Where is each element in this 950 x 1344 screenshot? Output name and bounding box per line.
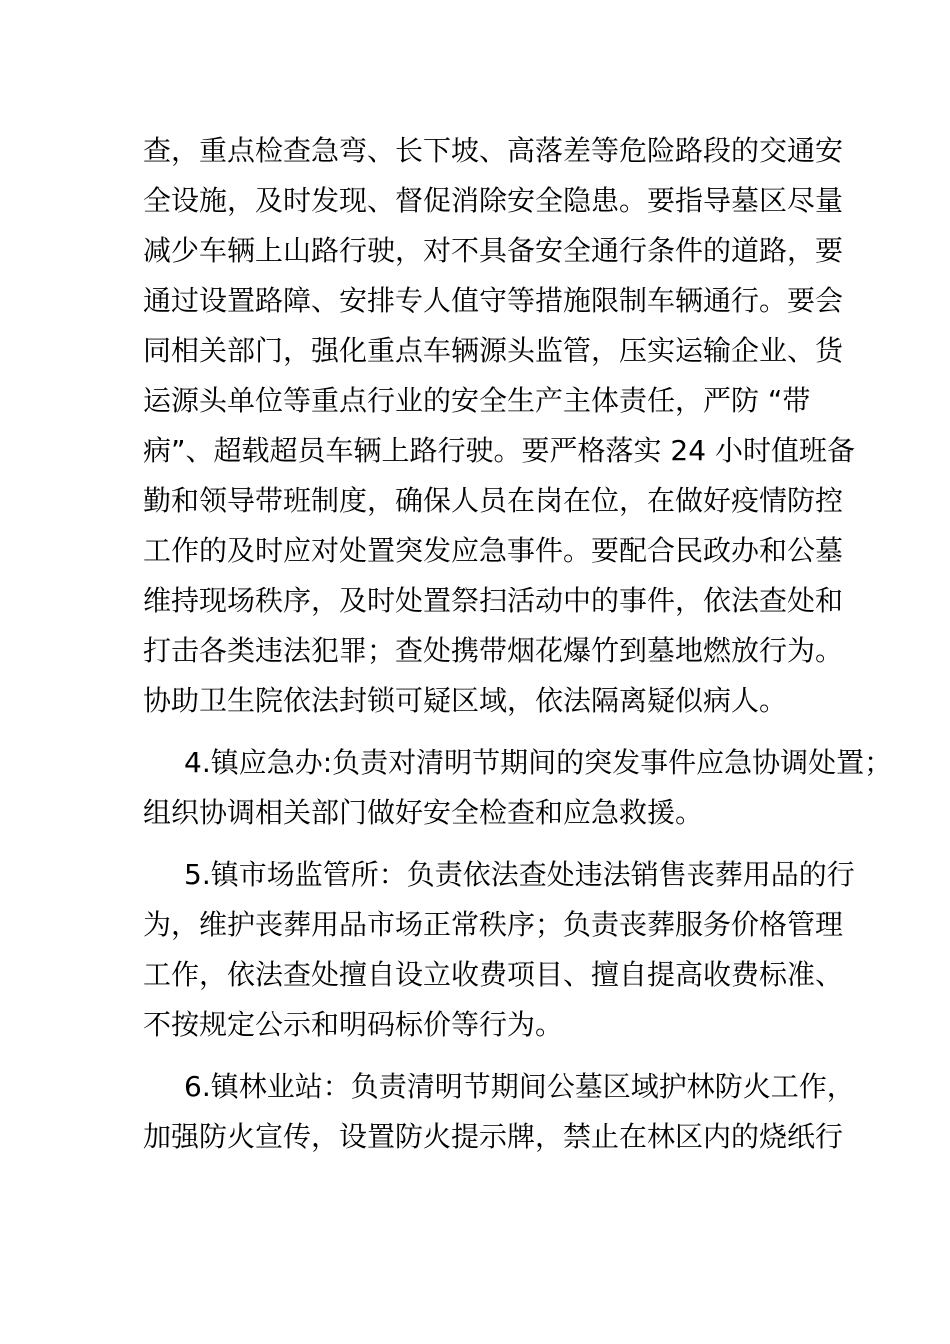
text-line: 协助卫生院依法封锁可疑区域，依法隔离疑似病人。 bbox=[143, 684, 788, 717]
text-line: 通过设置路障、安排专人值守等措施限制车辆通行。要会 bbox=[143, 284, 844, 317]
text-line: 为，维护丧葬用品市场正常秩序；负责丧葬服务价格管理 bbox=[143, 908, 844, 941]
text-line: 组织协调相关部门做好安全检查和应急救援。 bbox=[143, 796, 704, 829]
text-line: 查，重点检查急弯、长下坡、高落差等危险路段的交通安 bbox=[143, 134, 844, 167]
text-line: 减少车辆上山路行驶，对不具备安全通行条件的道路，要 bbox=[143, 234, 844, 267]
paragraph-5-first-line: 5.镇市场监管所：负责依法查处违法销售丧葬用品的行 bbox=[184, 858, 855, 891]
paragraph-4-first-line: 4.镇应急办:负责对清明节期间的突发事件应急协调处置； bbox=[184, 746, 893, 779]
text-line: 工作，依法查处擅自设立收费项目、擅自提高收费标准、 bbox=[143, 958, 844, 991]
text-line: 打击各类违法犯罪；查处携带烟花爆竹到墓地燃放行为。 bbox=[143, 634, 844, 667]
text-line: 勤和领导带班制度，确保人员在岗在位，在做好疫情防控 bbox=[143, 484, 844, 517]
text-line: 不按规定公示和明码标价等行为。 bbox=[143, 1008, 564, 1041]
text-line: 工作的及时应对处置突发应急事件。要配合民政办和公墓 bbox=[143, 534, 844, 567]
paragraph-6-first-line: 6.镇林业站：负责清明节期间公墓区域护林防火工作， bbox=[184, 1070, 855, 1103]
text-line: 病”、超载超员车辆上路行驶。要严格落实 24 小时值班备 bbox=[143, 434, 855, 467]
text-line: 同相关部门，强化重点车辆源头监管，压实运输企业、货 bbox=[143, 334, 844, 367]
text-line: 维持现场秩序，及时处置祭扫活动中的事件，依法查处和 bbox=[143, 584, 844, 617]
text-line: 加强防火宣传，设置防火提示牌，禁止在林区内的烧纸行 bbox=[143, 1120, 844, 1153]
text-line: 全设施，及时发现、督促消除安全隐患。要指导墓区尽量 bbox=[143, 184, 844, 217]
text-line: 运源头单位等重点行业的安全生产主体责任，严防 “带 bbox=[143, 384, 811, 417]
